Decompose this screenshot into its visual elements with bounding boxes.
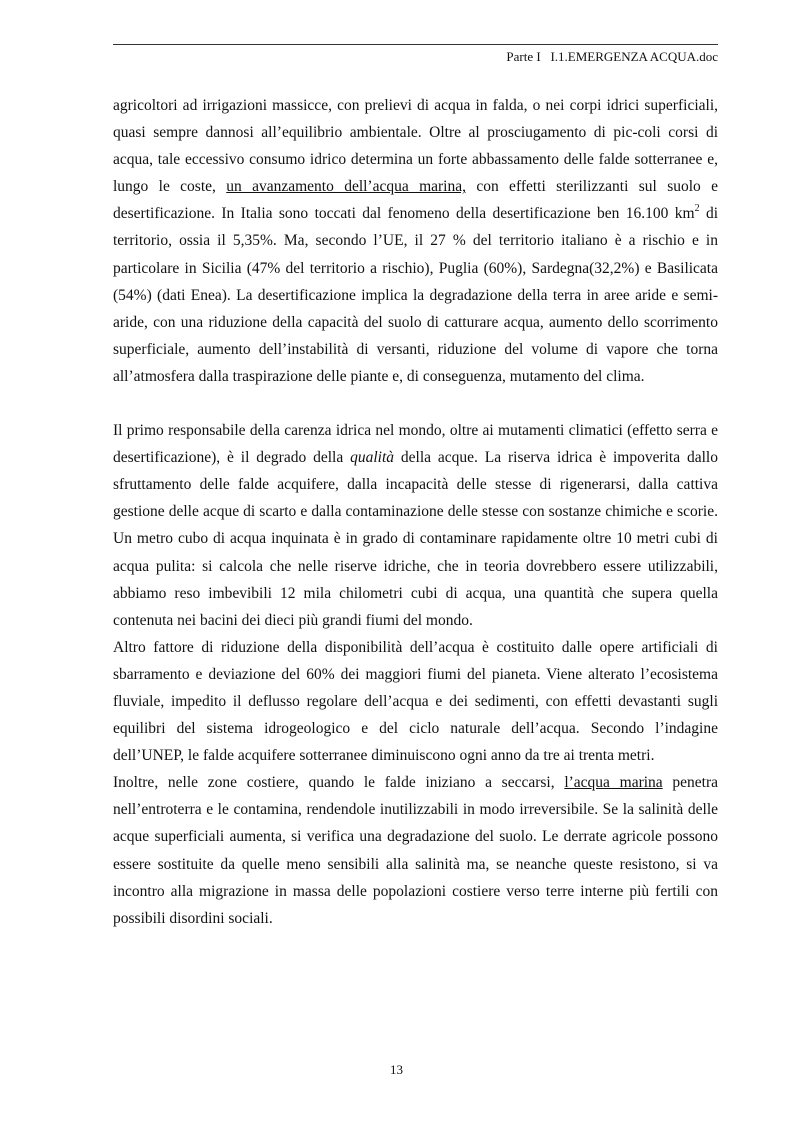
paragraph-desertification — [113, 92, 718, 390]
paragraph-text: di territorio, ossia il 5,35%. Ma, secondo l’UE, il 27 % del territorio italiano è a rischio e in particolare in Sicilia (47% del territorio a rischio), Puglia (60%), Sardegna(32,2%) e Basilicata (54%) (dati Enea). La desertificazione implica la degradazione della terra in aree aride e semi-aride, con una riduzione della capacità del suolo di catturare acqua, aumento dello scorrimento superficiale, aumento dell’instabilità di versanti, riduzione del volume di vapore che torna all’atmosfera dalla traspirazione delle piante e, di conseguenza, mutamento del clima. — [113, 205, 719, 385]
italic-word: qualità — [350, 449, 394, 467]
paragraph-coastal-zones — [113, 769, 718, 932]
header-filename: I.1.EMERGENZA ACQUA.doc — [550, 49, 718, 64]
running-header — [506, 49, 718, 65]
paragraph-text: Il primo responsabile della carenza idrica nel mondo, oltre ai mutamenti climatici (effetto serra e desertificazione), è il degrado della — [113, 422, 718, 467]
page-number: 13 — [390, 1062, 403, 1077]
header-rule — [113, 44, 718, 45]
document-body — [113, 92, 718, 932]
underlined-phrase: un avanzamento dell’acqua marina, — [226, 178, 466, 196]
underlined-phrase: l’acqua marina — [564, 774, 663, 792]
paragraph-dams — [113, 634, 718, 769]
paragraph-text: con effetti sterilizzanti sul suolo e desertificazione. In Italia sono toccati dal fenomeno della desertificazione ben 16.100 km — [113, 178, 719, 223]
header-part: Parte I — [506, 49, 541, 64]
paragraph-water-quality — [113, 417, 718, 634]
superscript: 2 — [694, 203, 700, 215]
paragraph-text: penetra nell’entroterra e le contamina, rendendole inutilizzabili in modo irreversibile. Se la salinità delle acque superficiali aumenta, si verifica una degradazione del suolo. Le derrate agricole possono essere sostituite da quelle meno sensibili alla salinità ma, se neanche queste resistono, si va incontro alla migrazione in massa delle popolazioni costiere verso terre interne più fertili con possibili disordini sociali. — [113, 774, 719, 927]
paragraph-text: agricoltori ad irrigazioni massicce, con prelievi di acqua in falda, o nei corpi idrici superficiali, quasi sempre dannosi all’equilibrio ambientale. Oltre al prosciugamento di pic-coli corsi di acqua, tale eccessivo consumo idrico determina un forte abbassamento delle falde sotterranee e, lungo le coste, — [113, 97, 718, 196]
paragraph-text: Altro fattore di riduzione della disponibilità dell’acqua è costituito dalle opere artificiali di sbarramento e deviazione del 60% dei maggiori fiumi del pianeta. Viene alterato l’ecosistema fluviale, impedito il deflusso regolare dell’acqua e dei sedimenti, con effetti devastanti sugli equilibri del sistema idrogeologico e del ciclo naturale dell’acqua. Secondo l’indagine dell’UNEP, le falde acquifere sotterranee diminuiscono ogni anno da tre ai trenta metri. — [113, 638, 718, 765]
paragraph-text: della acque. La riserva idrica è impoverita dallo sfruttamento delle falde acquifere, dalla incapacità delle stesse di rigenerarsi, dalla cattiva gestione delle acque di scarto e dalla contaminazione delle stesse con sostanze chimiche e scorie. Un metro cubo di acqua inquinata è in grado di contaminare rapidamente oltre 10 metri cubi di acqua pulita: si calcola che nelle riserve idriche, che in teoria dovrebbero essere utilizzabili, abbiamo reso imbevibili 12 mila chilometri cubi di acqua, una quantità che supera quella contenuta nei bacini dei dieci più grandi fiumi del mondo. — [113, 449, 718, 629]
paragraph-text: Inoltre, nelle zone costiere, quando le falde iniziano a seccarsi, — [113, 774, 565, 792]
